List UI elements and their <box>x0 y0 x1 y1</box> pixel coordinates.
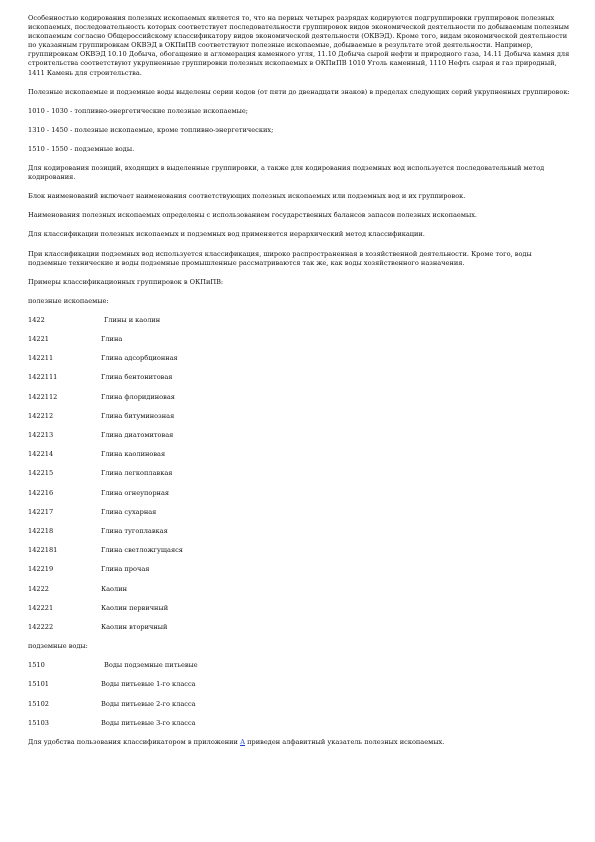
appendix-a-link[interactable]: А <box>240 737 246 746</box>
item-name: Глина адсорбционная <box>101 354 178 363</box>
list-item <box>28 680 572 689</box>
list-item <box>28 316 572 325</box>
list-item <box>28 565 572 574</box>
item-code: 15102 <box>28 699 49 708</box>
document-page <box>28 14 572 747</box>
item-name: Каолин первичный <box>101 603 169 612</box>
item-code: 1510 <box>28 661 45 670</box>
list-item <box>28 412 572 421</box>
intro-paragraph: Особенностью кодирования полезных ископаемых является то, что на первых четырех разрядах кодируются подгруппировки группировок полезных ископаемых, последовательность которых соответствует последовательности группировок видов экономической деятельности по добываемым полезным ископаемым согласно Общероссийскому классификатору видов экономической деятельности (ОКВЭД). Кроме того, видам экономической деятельности по указанным группировкам ОКВЭД в ОКПиПВ соответствуют полезные ископаемые, добываемые в результате этой деятельности. Например, группировкам ОКВЭД 10.10 Добыча, обогащение и агломерация каменного угля, 11.10 Добыча сырой нефти и природного газа, 14.11 Добыча камня для строительства соответствуют укрупненные группировки полезных ископаемых в ОКПиПВ 1010 Уголь каменный, 1110 Нефть сырая и газ природный, 1411 Камень для строительства. <box>28 14 570 77</box>
list-item <box>28 431 572 440</box>
item-code: 142218 <box>28 526 54 535</box>
item-name: Воды питьевые 3-го класса <box>101 718 196 727</box>
item-code: 142221 <box>28 603 54 612</box>
item-code: 142216 <box>28 488 54 497</box>
series-paragraph: Полезные ископаемые и подземные воды выделены серии кодов (от пяти до двенадцати знаков) в пределах следующих серий укрупненных группировок: <box>28 87 570 96</box>
item-code: 1422 <box>28 315 45 324</box>
item-name: Глины и каолин <box>104 315 161 324</box>
list-item <box>28 661 572 670</box>
waters-list <box>28 661 572 728</box>
list-item <box>28 508 572 517</box>
list-item <box>28 623 572 632</box>
list-item <box>28 604 572 613</box>
item-name: Глина каолиновая <box>101 450 166 459</box>
item-name: Каолин вторичный <box>101 622 168 631</box>
list-item <box>28 489 572 498</box>
footer-text-after: приведен алфавитный указатель полезных ископаемых. <box>245 737 445 746</box>
names-paragraph: Наименования полезных ископаемых определены с использованием государственных балансов запасов полезных ископаемых. <box>28 211 478 220</box>
list-item <box>28 335 572 344</box>
minerals-label: полезные ископаемые: <box>28 296 109 305</box>
item-code: 142212 <box>28 411 54 420</box>
item-code: 14221 <box>28 335 49 344</box>
item-name: Глина легкоплавкая <box>101 469 173 478</box>
item-name: Воды питьевые 1-го класса <box>101 680 196 689</box>
minerals-list <box>28 316 572 632</box>
list-item <box>28 546 572 555</box>
list-item <box>28 450 572 459</box>
item-name: Глина бентонитовая <box>101 373 173 382</box>
list-item <box>28 373 572 382</box>
item-code: 1422181 <box>28 546 58 555</box>
item-name: Глина флоридиновая <box>101 392 175 401</box>
list-item <box>28 354 572 363</box>
waters-label: подземные воды: <box>28 642 88 651</box>
item-name: Глина огнеупорная <box>101 488 170 497</box>
item-name: Глина <box>101 335 123 344</box>
item-code: 142219 <box>28 565 54 574</box>
footer-text-before: Для удобства пользования классификатором в приложении <box>28 737 241 746</box>
item-name: Глина тугоплавкая <box>101 526 168 535</box>
item-name: Воды подземные питьевые <box>104 661 198 670</box>
item-code: 15103 <box>28 718 49 727</box>
item-code: 1422111 <box>28 373 58 382</box>
item-name: Глина битуминозная <box>101 411 175 420</box>
item-name: Глина прочая <box>101 565 150 574</box>
item-name: Глина светложгущаяся <box>101 546 183 555</box>
item-code: 142214 <box>28 450 54 459</box>
classification-paragraph: Для классификации полезных ископаемых и подземных вод применяется иерархический метод классификации. <box>28 230 425 239</box>
series-item: 1010 - 1030 - топливно-энергетические полезные ископаемые; <box>28 106 248 115</box>
item-code: 142222 <box>28 622 54 631</box>
list-item <box>28 700 572 709</box>
block-paragraph: Блок наименований включает наименования соответствующих полезных ископаемых или подземных вод и их группировок. <box>28 192 466 201</box>
item-code: 142217 <box>28 507 54 516</box>
method-paragraph: Для кодирования позиций, входящих в выделенные группировки, а также для кодирования подземных вод используется последовательный метод кодирования. <box>28 164 545 182</box>
item-code: 142215 <box>28 469 54 478</box>
item-name: Каолин <box>101 584 127 593</box>
list-item <box>28 585 572 594</box>
series-item: 1510 - 1550 - подземные воды. <box>28 144 135 153</box>
item-code: 15101 <box>28 680 49 689</box>
list-item <box>28 527 572 536</box>
item-code: 14222 <box>28 584 49 593</box>
item-code: 142213 <box>28 431 54 439</box>
list-item <box>28 469 572 478</box>
water-paragraph: При классификации подземных вод используется классификация, широко распространенная в хозяйственной деятельности. Кроме того, воды подземные технические и воды подземные промышленные рассматриваются так же, как воды хозяйственного назначения. <box>28 249 532 267</box>
list-item <box>28 393 572 402</box>
item-name: Глина диатомитовая <box>101 431 174 439</box>
footer-paragraph <box>28 738 572 747</box>
examples-paragraph: Примеры классификационных группировок в ОКПиПВ: <box>28 277 224 286</box>
item-code: 1422112 <box>28 392 58 401</box>
item-name: Воды питьевые 2-го класса <box>101 699 196 708</box>
list-item <box>28 719 572 728</box>
item-code: 142211 <box>28 354 54 363</box>
item-name: Глина сухарная <box>101 507 157 516</box>
series-item: 1310 - 1450 - полезные ископаемые, кроме топливно-энергетических; <box>28 125 274 134</box>
